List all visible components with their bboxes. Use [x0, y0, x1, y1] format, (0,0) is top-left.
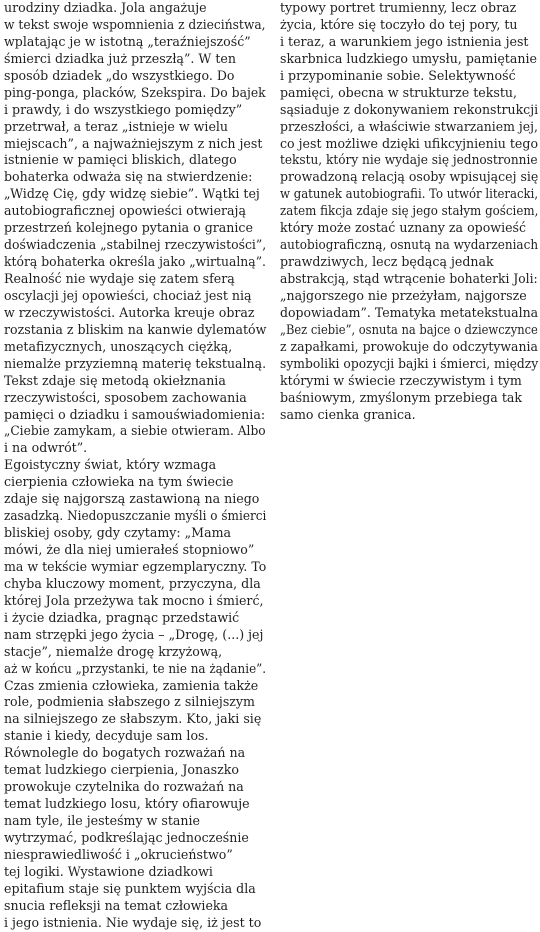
text-line: przestrzeń kolejnego pytania o granice	[4, 220, 253, 236]
text-line: tekstu, który nie wydaje się jednostronnie	[280, 152, 538, 168]
text-line: autobiograficznej opowieści otwierają	[4, 203, 246, 219]
text-line: nam tyle, ile jesteśmy w stanie	[4, 813, 201, 828]
text-line: życia, które się toczyło do tej pory, tu	[280, 16, 518, 32]
text-line: istnienie w pamięci bliskich, dlatego	[4, 152, 237, 168]
text-line: niesprawiedliwość i „okrucieństwo”	[4, 846, 233, 862]
text-line: stacje”, niemalże drogę krzyżową,	[4, 643, 223, 659]
text-line: przetrwał, a teraz „istnieje w wielu	[4, 118, 229, 134]
text-line: metafizycznych, unoszących ciężką,	[4, 338, 233, 354]
text-line: oscylacji jej opowieści, chociaż jest nią	[4, 287, 252, 303]
text-line: „Bez ciebie”, osnuta na bajce o dziewczynce	[280, 321, 538, 337]
text-line: sposób dziadek „do wszystkiego. Do	[4, 67, 235, 83]
text-line: niemalże przyziemną materię tekstualną.	[4, 355, 267, 371]
text-line: chyba kluczowy moment, przyczyna, dla	[4, 575, 261, 591]
text-line: temat ludzkiego losu, który ofiarowuje	[4, 796, 250, 812]
text-line: stanie i kiedy, decyduje sam los.	[4, 728, 209, 744]
text-line: nam strzępki jego życia – „Drogę, (...) jej	[4, 626, 264, 642]
text-line: Równolegle do bogatych rozważań na	[4, 745, 246, 761]
text-line: w tekst swoje wspomnienia z dzieciństwa,	[4, 16, 266, 32]
text-line: w rzeczywistości. Autorka kreuje obraz	[4, 304, 255, 320]
text-line: przeszłości, a właściwie stwarzaniem jej,	[280, 118, 538, 134]
text-line: śmierci dziadka już przeszłą”. W ten	[4, 50, 236, 66]
text-line: „najgorszego nie przeżyłam, najgorsze	[280, 287, 527, 303]
text-line: symboliki opozycji bajki i śmierci, między	[280, 355, 539, 371]
text-column-right	[280, 0, 538, 423]
text-line: pamięci, obecna w strukturze tekstu,	[280, 84, 517, 100]
text-line: wplatając je w istotną „teraźniejszość”	[4, 33, 251, 49]
text-line: dopowiadam”. Tematyka metatekstualna	[280, 304, 539, 320]
text-line: doświadczenia „stabilnej rzeczywistości”,	[4, 237, 267, 253]
text-line: i jego istnienia. Nie wydaje się, iż jest to	[4, 914, 262, 930]
text-line: zdaje się najgorszą zastawioną na niego	[4, 491, 260, 507]
text-line: co jest możliwe dzięki ufikcyjnieniu tego	[280, 135, 539, 151]
text-line: Tekst zdaje się metodą okiełznania	[4, 372, 226, 388]
text-line: autobiograficzną, osnutą na wydarzeniach	[280, 237, 539, 253]
text-line: samo cienka granica.	[280, 406, 416, 422]
text-line: wytrzymać, podkreślając jednocześnie	[4, 829, 249, 845]
text-line: bohaterka odważa się na stwierdzenie:	[4, 169, 253, 185]
text-line: i teraz, a warunkiem jego istnienia jest	[280, 33, 529, 49]
text-column-left	[4, 0, 266, 932]
text-line: którą bohaterka określa jako „wirtualną”.	[4, 254, 266, 270]
text-line: w gatunek autobiografii. To utwór literacki,	[280, 186, 539, 202]
text-line: skarbnica ludzkiego umysłu, pamiętanie	[280, 50, 537, 66]
text-line: Czas zmienia człowieka, zamienia także	[4, 677, 259, 693]
text-line: na silniejszego ze słabszym. Kto, jaki się	[4, 711, 262, 727]
text-line: z zapałkami, prowokuje do odczytywania	[280, 338, 538, 354]
text-line: prowokuje czytelnika do rozważań na	[4, 779, 244, 795]
text-line: której Jola przeżywa tak mocno i śmierć,	[4, 592, 264, 608]
text-line: temat ludzkiego cierpienia, Jonaszko	[4, 762, 239, 778]
text-line: który może zostać uznany za opowieść	[280, 220, 527, 236]
text-line: i przypominanie sobie. Selektywność	[280, 67, 516, 83]
text-line: ma w tekście wymiar egzemplaryczny. To	[4, 558, 267, 574]
text-line: i życie dziadka, pragnąc przedstawić	[4, 609, 240, 625]
text-line: ping-ponga, placków, Szekspira. Do bajek	[4, 84, 266, 100]
text-line: cierpienia człowieka na tym świecie	[4, 474, 234, 490]
text-line: urodziny dziadka. Jola angażuje	[4, 0, 207, 15]
text-line: którymi w świecie rzeczywistym i tym	[280, 372, 522, 388]
text-line: aż w końcu „przystanki, te nie na żądanie”.	[4, 660, 267, 676]
text-line: abstrakcją, stąd wtrącenie bohaterki Joli:	[280, 271, 538, 286]
text-line: sąsiaduje z dokonywaniem rekonstrukcji	[280, 101, 539, 117]
text-line: typowy portret trumienny, lecz obraz	[280, 0, 517, 15]
text-line: rozstania z bliskim na kanwie dylematów	[4, 321, 267, 337]
text-line: pamięci o dziadku i samouświadomienia:	[4, 406, 266, 422]
text-line: tej logiki. Wystawione dziadkowi	[4, 863, 213, 879]
text-line: zatem fikcja zdaje się jego stałym gościem,	[280, 203, 539, 219]
text-line: prowadzoną relacją osoby wpisującej się	[280, 169, 539, 185]
text-line: Egoistyczny świat, który wzmaga	[4, 457, 217, 473]
text-line: Realność nie wydaje się zatem sferą	[4, 271, 235, 286]
text-line: snucia refleksji na temat człowieka	[4, 897, 229, 913]
text-line: „Ciebie zamykam, a siebie otwieram. Albo	[4, 423, 266, 439]
text-line: bliskiej osoby, gdy czytamy: „Mama	[4, 525, 232, 541]
text-line: „Widzę Cię, gdy widzę siebie”. Wątki tej	[4, 186, 260, 202]
text-line: epitafium staje się punktem wyjścia dla	[4, 880, 256, 896]
text-line: rzeczywistości, sposobem zachowania	[4, 389, 247, 405]
text-line: i na odwrót”.	[4, 440, 88, 456]
text-line: mówi, że dla niej umierałeś stopniowo”	[4, 542, 255, 557]
text-line: prawdziwych, lecz będącą jednak	[280, 254, 494, 270]
text-line: miejscach”, a najważniejszym z nich jest	[4, 135, 263, 151]
text-line: i prawdy, i do wszystkiego pomiędzy”	[4, 101, 243, 117]
text-line: baśniowym, zmyślonym przebiega tak	[280, 389, 523, 405]
text-line: zasadzką. Niedopuszczanie myśli o śmierci	[4, 508, 267, 524]
text-line: role, podmienia słabszego z silniejszym	[4, 694, 255, 710]
